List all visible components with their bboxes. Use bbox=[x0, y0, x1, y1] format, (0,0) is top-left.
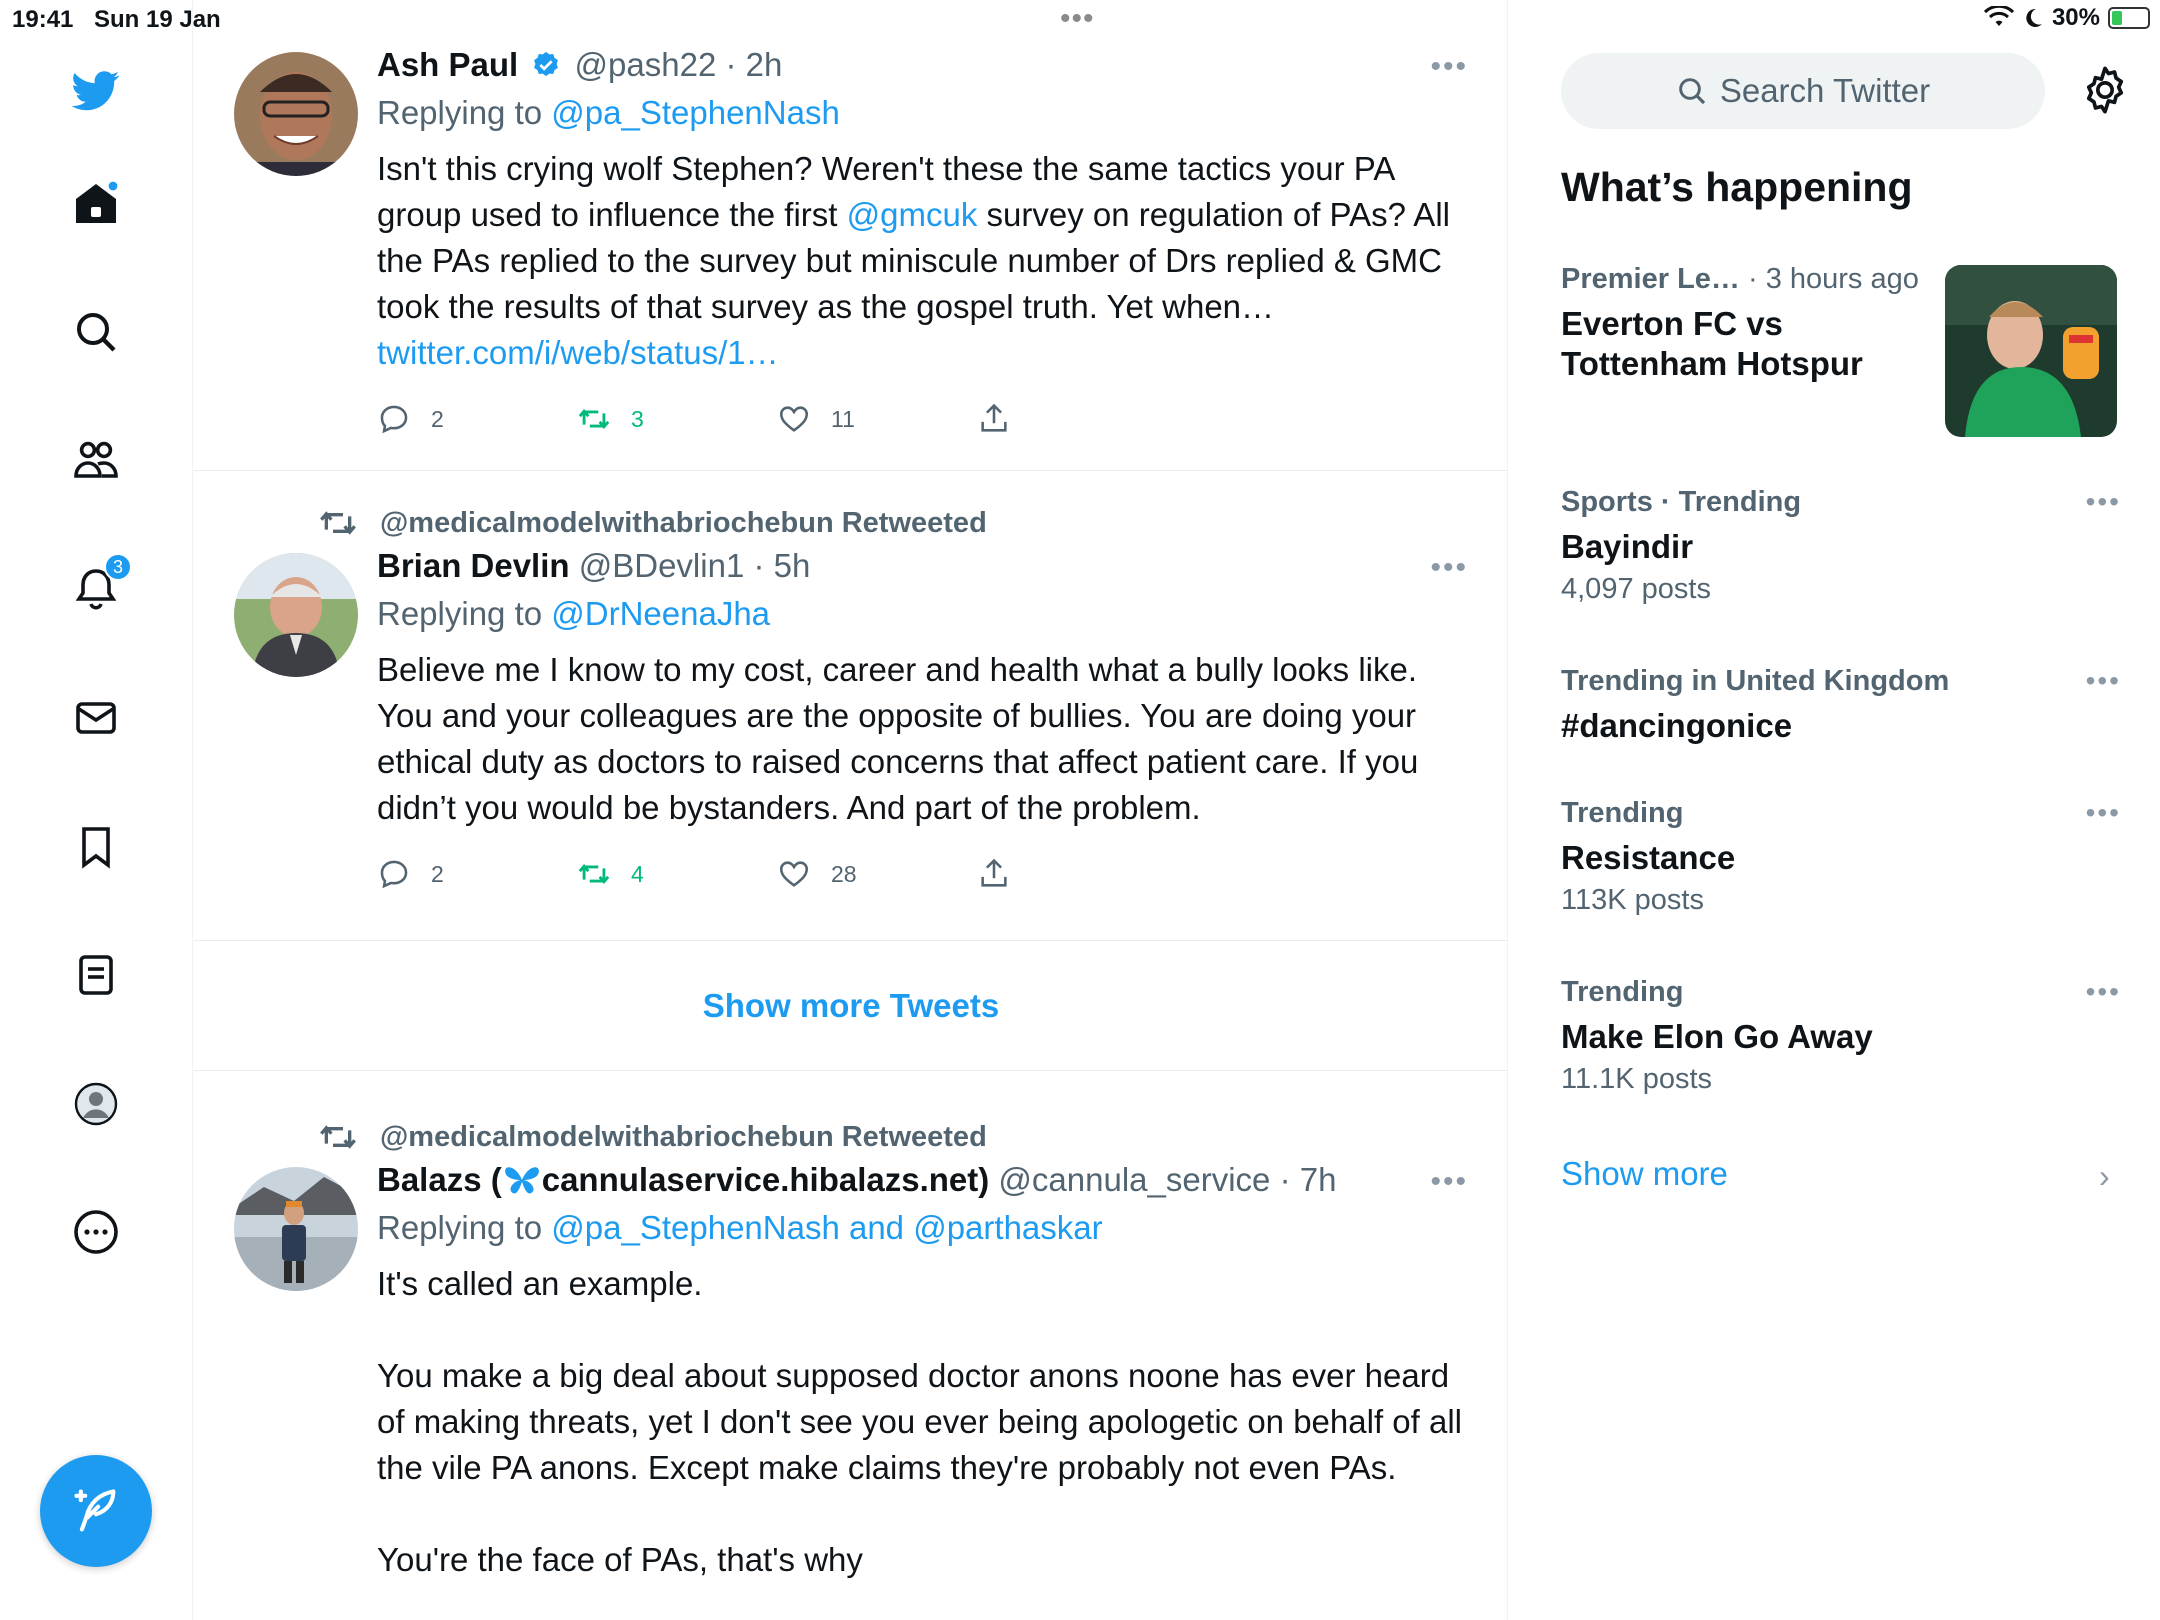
trend-item[interactable] bbox=[1561, 797, 2121, 917]
like-button[interactable] bbox=[777, 402, 977, 436]
tweet-header bbox=[377, 547, 1468, 585]
reply-button[interactable] bbox=[377, 402, 577, 436]
search-placeholder: Search Twitter bbox=[1719, 72, 1931, 109]
trend-count: 11.1K posts bbox=[1561, 1063, 1713, 1095]
share-button[interactable] bbox=[977, 857, 1177, 891]
battery-percent: 30% bbox=[2051, 4, 2100, 31]
like-count: 28 bbox=[831, 860, 857, 887]
author-handle[interactable]: @BDevlin1 bbox=[578, 547, 745, 584]
tweet-paragraph: It's called an example. bbox=[377, 1265, 703, 1302]
trend-more-icon[interactable]: ••• bbox=[2085, 976, 2121, 1007]
tweet-url-link[interactable]: twitter.com/i/web/status/1… bbox=[377, 334, 779, 371]
trend-more-icon[interactable]: ••• bbox=[2085, 486, 2121, 517]
bookmarks-icon[interactable] bbox=[60, 811, 132, 883]
reply-count: 2 bbox=[431, 405, 444, 432]
trend-item[interactable] bbox=[1561, 665, 2121, 746]
retweet-indicator-icon bbox=[318, 503, 358, 543]
trend-meta bbox=[1561, 797, 2121, 830]
tweet-text bbox=[377, 1261, 1468, 1583]
tweet-time[interactable]: · 2h bbox=[725, 46, 783, 83]
tweet-text-part: survey on regulation of PAs? All the PAs replied to the survey but miniscule number of Drs replied & GMC took the results of that survey as the gospel truth. Yet when… bbox=[377, 196, 1450, 325]
author-name[interactable]: Brian Devlin bbox=[377, 547, 570, 584]
tweet-actions bbox=[377, 857, 1177, 891]
tweet[interactable] bbox=[194, 1071, 1508, 1620]
tweet[interactable] bbox=[194, 471, 1508, 941]
trend-title: Everton FC vs Tottenham Hotspur bbox=[1561, 305, 1863, 382]
retweeted-by-text[interactable]: @medicalmodelwithabriochebun Retweeted bbox=[380, 506, 987, 539]
trend-category: Trending bbox=[1561, 976, 1684, 1008]
right-sidebar bbox=[1509, 0, 2160, 1620]
like-button[interactable] bbox=[777, 857, 977, 891]
compose-tweet-button[interactable] bbox=[40, 1455, 152, 1567]
status-date: Sun 19 Jan bbox=[94, 6, 221, 33]
tweet-paragraph: You make a big deal about supposed doctor anons noone has ever heard of making threats, yet I don't see you ever being apologetic on behalf of all the vile PA anons. Except make claims they're probably not even PAs. bbox=[377, 1357, 1462, 1486]
profile-icon[interactable] bbox=[60, 1068, 132, 1140]
trend-context: · 3 hours ago bbox=[1739, 263, 1919, 295]
trend-meta bbox=[1561, 665, 2121, 698]
trend-more-icon[interactable]: ••• bbox=[2085, 797, 2121, 828]
reply-mention-link[interactable]: @DrNeenaJha bbox=[551, 595, 771, 632]
heart-icon bbox=[777, 402, 811, 436]
tweet-paragraph: You're the face of PAs, that's why bbox=[377, 1541, 863, 1578]
whats-happening-heading: What’s happening bbox=[1561, 164, 1913, 210]
trend-item[interactable] bbox=[1561, 976, 2121, 1096]
author-name-suffix: cannulaservice.hibalazs.net) bbox=[541, 1161, 990, 1198]
trend-category: Trending bbox=[1561, 797, 1684, 829]
trend-item[interactable] bbox=[1561, 486, 2121, 606]
replying-to bbox=[377, 1209, 1468, 1247]
reply-icon bbox=[377, 857, 411, 891]
messages-icon[interactable] bbox=[60, 682, 132, 754]
trend-title: Bayindir bbox=[1561, 528, 1694, 565]
retweet-icon bbox=[577, 857, 611, 891]
trend-count: 113K posts bbox=[1561, 884, 1704, 916]
timeline[interactable] bbox=[194, 0, 1508, 1620]
share-icon bbox=[977, 402, 1011, 436]
lists-icon[interactable] bbox=[60, 939, 132, 1011]
replying-to bbox=[377, 595, 1468, 633]
share-button[interactable] bbox=[977, 402, 1177, 436]
tweet-text: Believe me I know to my cost, career and health what a bully looks like. You and your colleagues are the opposite of bullies. You are doing your ethical duty as doctors to raised concerns that affect patient care. If you didn’t you would be bystanders. And part of the problem. bbox=[377, 651, 1419, 826]
replying-prefix: Replying to bbox=[377, 94, 552, 131]
trend-meta bbox=[1561, 486, 2121, 519]
mention-link[interactable]: @gmcuk bbox=[846, 196, 978, 233]
trend-category: Sports · Trending bbox=[1561, 486, 1802, 518]
trend-title: Resistance bbox=[1561, 839, 1736, 876]
retweet-button[interactable] bbox=[577, 857, 777, 891]
show-more-trends-link[interactable]: Show more bbox=[1561, 1155, 1728, 1192]
author-handle[interactable]: @cannula_service bbox=[998, 1161, 1271, 1198]
home-icon[interactable] bbox=[60, 167, 132, 239]
tweet-text bbox=[377, 146, 1468, 376]
author-handle[interactable]: @pash22 bbox=[574, 46, 717, 83]
explore-icon[interactable] bbox=[60, 296, 132, 368]
heart-icon bbox=[777, 857, 811, 891]
retweet-icon bbox=[577, 402, 611, 436]
retweeted-by bbox=[318, 1117, 987, 1157]
avatar[interactable] bbox=[234, 553, 358, 677]
compose-feather-icon bbox=[70, 1485, 122, 1537]
left-nav bbox=[0, 0, 193, 1620]
tweet-more-icon[interactable]: ••• bbox=[1430, 50, 1468, 83]
retweet-count: 4 bbox=[631, 860, 644, 887]
author-name-prefix: Balazs ( bbox=[377, 1161, 502, 1198]
trend-category: Trending in United Kingdom bbox=[1561, 665, 1950, 697]
tweet-header bbox=[377, 46, 1468, 84]
trend-count: 4,097 posts bbox=[1561, 573, 1711, 605]
chevron-right-icon[interactable]: › bbox=[2099, 1158, 2110, 1194]
trend-meta bbox=[1561, 263, 1921, 296]
search-input[interactable] bbox=[1561, 53, 2045, 129]
trend-meta bbox=[1561, 976, 2121, 1009]
tweet-header bbox=[377, 1161, 1468, 1199]
author-name[interactable] bbox=[377, 1161, 989, 1198]
reply-mention-link[interactable]: @pa_StephenNash and @parthaskar bbox=[551, 1209, 1103, 1246]
butterfly-icon bbox=[502, 1164, 542, 1196]
replying-to bbox=[377, 94, 1468, 132]
reply-count: 2 bbox=[431, 860, 444, 887]
trend-title: Make Elon Go Away bbox=[1561, 1018, 1873, 1055]
show-more-tweets-button[interactable]: Show more Tweets bbox=[194, 941, 1508, 1071]
tweet-more-icon[interactable]: ••• bbox=[1430, 551, 1468, 584]
verified-badge-icon bbox=[531, 50, 561, 80]
tweet-time[interactable]: · 7h bbox=[1279, 1161, 1337, 1198]
reply-button[interactable] bbox=[377, 857, 577, 891]
tweet[interactable] bbox=[194, 0, 1508, 471]
like-count: 11 bbox=[831, 405, 855, 432]
tweet-more-icon[interactable]: ••• bbox=[1430, 1165, 1468, 1198]
communities-icon[interactable] bbox=[60, 424, 132, 496]
reply-mention-link[interactable]: @pa_StephenNash bbox=[551, 94, 840, 131]
settings-gear-icon[interactable] bbox=[2079, 64, 2131, 116]
retweet-indicator-icon bbox=[318, 1117, 358, 1157]
search-icon bbox=[1676, 75, 1708, 107]
tweet-text-part: Isn't this crying wolf Stephen? Weren't these the same tactics your PA group used to influence the first bbox=[377, 150, 1394, 233]
trend-category: Premier Le… bbox=[1561, 263, 1740, 295]
retweeted-by bbox=[318, 503, 987, 543]
status-time: 19:41 bbox=[12, 6, 74, 33]
twitter-logo-icon[interactable] bbox=[60, 54, 132, 126]
avatar[interactable] bbox=[234, 52, 358, 176]
tweet-actions bbox=[377, 402, 1177, 436]
reply-icon bbox=[377, 402, 411, 436]
trend-more-icon[interactable]: ••• bbox=[2085, 665, 2121, 696]
avatar[interactable] bbox=[234, 1167, 358, 1291]
notifications-badge: 3 bbox=[104, 553, 132, 581]
trend-title: #dancingonice bbox=[1561, 707, 1793, 744]
retweet-button[interactable] bbox=[577, 402, 777, 436]
retweet-count: 3 bbox=[631, 405, 644, 432]
more-icon[interactable] bbox=[60, 1196, 132, 1268]
retweeted-by-text[interactable]: @medicalmodelwithabriochebun Retweeted bbox=[380, 1120, 987, 1153]
author-name[interactable]: Ash Paul bbox=[377, 46, 519, 83]
trend-thumbnail[interactable] bbox=[1945, 265, 2117, 437]
replying-prefix: Replying to bbox=[377, 595, 552, 632]
tweet-time[interactable]: · 5h bbox=[753, 547, 811, 584]
replying-prefix: Replying to bbox=[377, 1209, 552, 1246]
trend-item[interactable] bbox=[1561, 263, 1921, 384]
multitasking-dots-icon[interactable]: ••• bbox=[1060, 2, 1095, 35]
share-icon bbox=[977, 857, 1011, 891]
notifications-icon[interactable] bbox=[60, 553, 132, 625]
